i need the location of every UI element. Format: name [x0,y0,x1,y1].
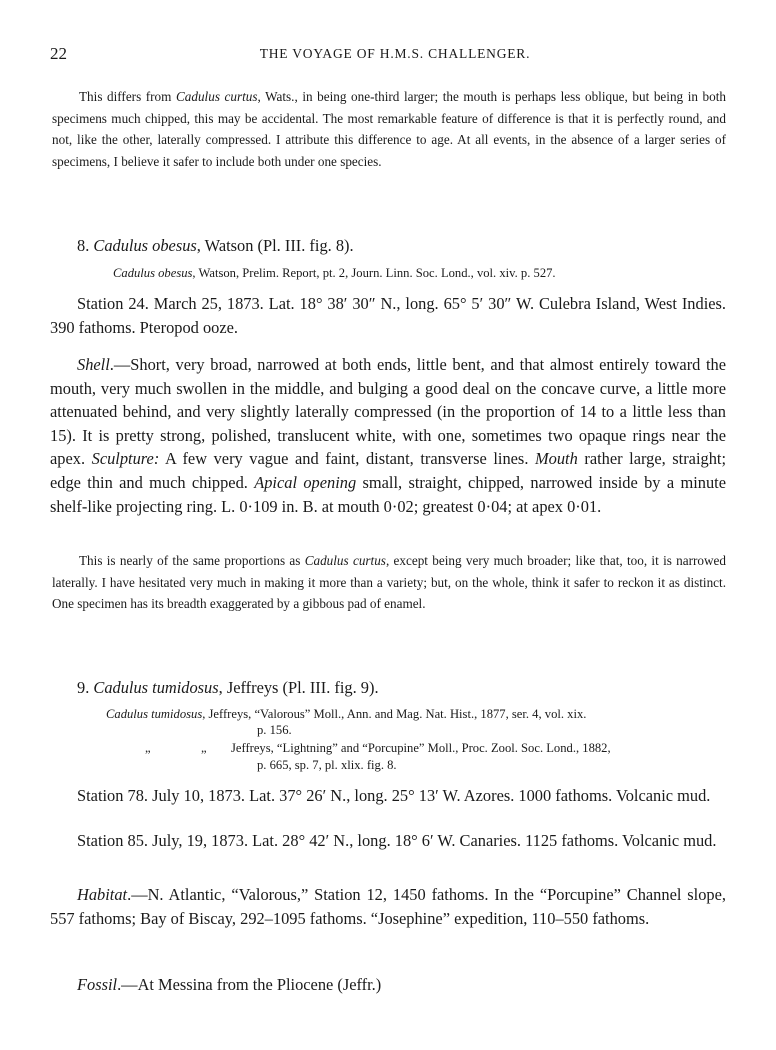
running-title: THE VOYAGE OF H.M.S. CHALLENGER. [259,46,531,61]
entry-8-species: Cadulus obesus [93,236,197,255]
entry-8-note: This is nearly of the same proportions as Cadulus curtus, except being very much broader; like that, too, it is narrowed laterally. I have hesitated very much in making it more than a variety; but, on the whole, think it safer to reckon it as distinct. One specimen has its breadth exaggerated by a gibbous pad of enamel. [52,553,726,611]
entry-9-station-78: Station 78. July 10, 1873. Lat. 37° 26′ N., long. 25° 13′ W. Azores. 1000 fathoms. Volcanic mud. [77,786,711,805]
entry-9-reference-1-cont: p. 156. [257,723,292,737]
entry-9-fossil: Fossil.—At Messina from the Pliocene (Jeffr.) [77,975,382,994]
entry-8-number: 8. [77,236,90,255]
entry-9-habitat: Habitat.—N. Atlantic, “Valorous,” Station 12, 1450 fathoms. In the “Porcupine” Channel slope, 557 fathoms; Bay of Biscay, 292–1095 fathoms. “Josephine” expedition, 110–550 fathoms. [50,885,726,928]
page-number: 22 [50,44,67,63]
entry-9-heading: 9. Cadulus tumidosus, Jeffreys (Pl. III. fig. 9). [77,678,379,697]
entry-9-reference-2: Jeffreys, “Lightning” and “Porcupine” Moll., Proc. Zool. Soc. Lond., 1882, [231,741,611,755]
entry-8-heading: 8. Cadulus obesus, Watson (Pl. III. fig. 8). [77,236,354,255]
entry-9-station-85: Station 85. July, 19, 1873. Lat. 28° 42′ N., long. 18° 6′ W. Canaries. 1125 fathoms. Volcanic mud. [77,831,717,850]
intro-paragraph: This differs from Cadulus curtus, Wats., in being one-third larger; the mouth is perhaps less oblique, but being in both specimens much chipped, this may be accidental. The most remarkable feature of difference is that it is perfectly round, and not, like the other, laterally compressed. I attribute this difference to age. At all events, in the absence of a larger series of specimens, I believe it safer to include both under one species. [52,89,726,169]
ditto-mark: „ [145,741,151,755]
entry-8-shell-description: Shell.—Short, very broad, narrowed at both ends, little bent, and that almost entirely toward the mouth, very much swollen in the middle, and bulging a good deal on the concave curve, a little more attenuated behind, and very slightly laterally compressed (in the proportion of 14 to a little less than 15). It is pretty strong, polished, translucent white, with one, sometimes two opaque rings near the apex. Sculpture: A few very vague and faint, distant, transverse lines. Mouth rather large, straight; edge thin and much chipped. Apical opening small, straight, chipped, narrowed inside by a minute shelf-like projecting ring. L. 0·109 in. B. at mouth 0·02; greatest 0·04; at apex 0·01. [50,355,726,516]
entry-8-reference: Cadulus obesus, Watson, Prelim. Report, pt. 2, Journ. Linn. Soc. Lond., vol. xiv. p. 527. [113,266,556,280]
entry-9-species: Cadulus tumidosus [93,678,219,697]
entry-9-number: 9. [77,678,90,697]
ditto-mark: „ [201,741,207,755]
entry-8-station: Station 24. March 25, 1873. Lat. 18° 38′ 30″ N., long. 65° 5′ 30″ W. Culebra Island, West Indies. 390 fathoms. Pteropod ooze. [50,294,726,337]
page-header [50,44,740,68]
entry-9-reference-1: Cadulus tumidosus, Jeffreys, “Valorous” Moll., Ann. and Mag. Nat. Hist., 1877, ser. 4, vol. xix. [106,707,587,721]
entry-9-reference-2-cont: p. 665, sp. 7, pl. xlix. fig. 8. [257,758,397,772]
